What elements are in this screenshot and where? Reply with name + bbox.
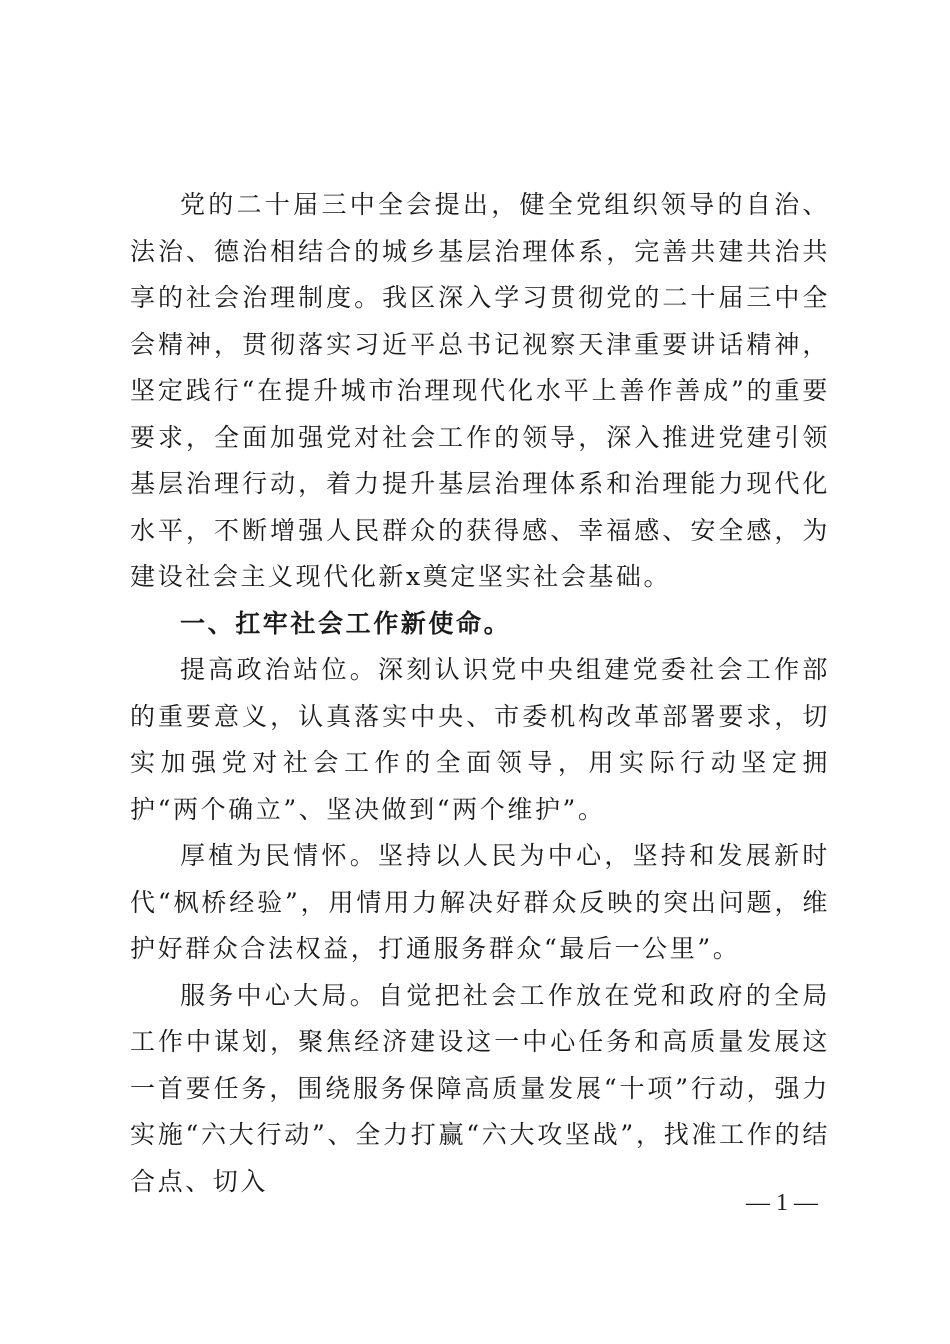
paragraph-people-first: 厚植为民情怀。坚持以人民为中心，坚持和发展新时代“枫桥经验”，用情用力解决好群众反映的突出问题，维护好群众合法权益，打通服务群众“最后一公里”。 [130,841,830,963]
section-heading: 一、扛牢社会工作新使命。 [180,608,512,638]
paragraph-serve-center: 服务中心大局。自觉把社会工作放在党和政府的全局工作中谋划，聚焦经济建设这一中心任务和高质量发展这一首要任务，围绕服务保障高质量发展“十项”行动，强力实施“六大行动”、全力打赢“六大攻坚战”，找准工作的结合点、切入 [130,980,830,1196]
page-number: — 1 — [746,1190,818,1216]
document-body [130,182,830,1205]
paragraph-political-stance: 提高政治站位。深刻认识党中央组建党委社会工作部的重要意义，认真落实中央、市委机构改革部署要求，切实加强党对社会工作的全面领导，用实际行动坚定拥护“两个确立”、坚决做到“两个维护”。 [130,655,830,824]
intro-paragraph: 党的二十届三中全会提出，健全党组织领导的自治、法治、德治相结合的城乡基层治理体系，完善共建共治共享的社会治理制度。我区深入学习贯彻党的二十届三中全会精神，贯彻落实习近平总书记视察天津重要讲话精神，坚定践行“在提升城市治理现代化水平上善作善成”的重要要求，全面加强党对社会工作的领导，深入推进党建引领基层治理行动，着力提升基层治理体系和治理能力现代化水平，不断增强人民群众的获得感、幸福感、安全感，为建设社会主义现代化新x奠定坚实社会基础。 [130,190,830,591]
